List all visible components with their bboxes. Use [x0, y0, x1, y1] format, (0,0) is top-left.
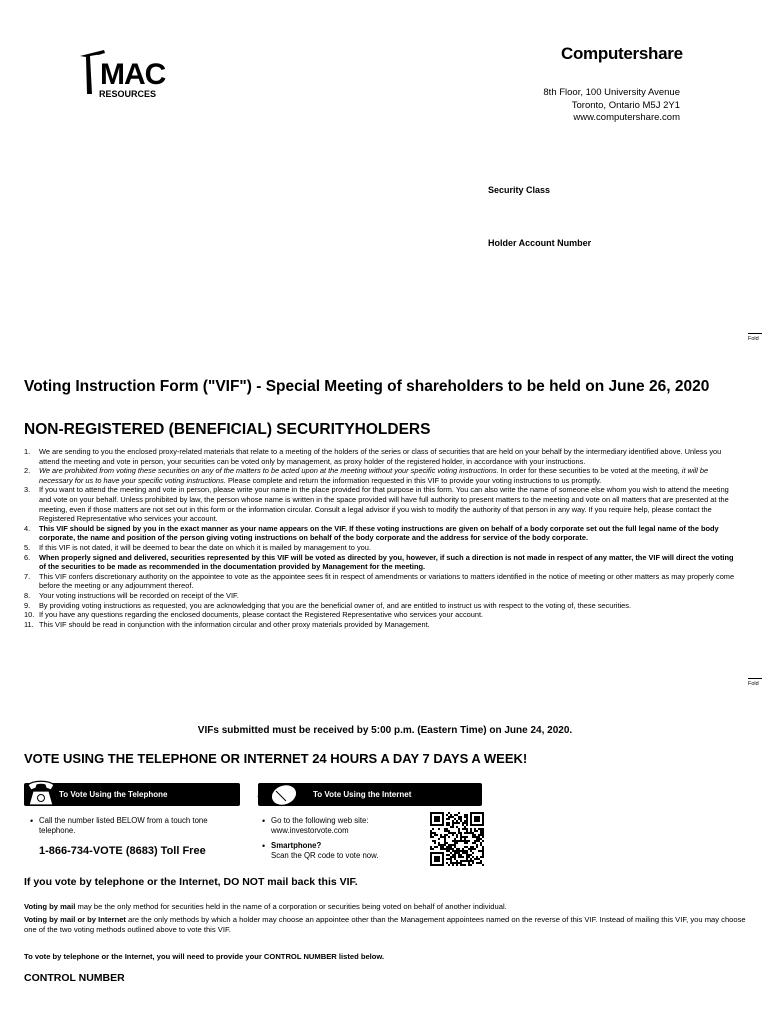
fold-label: Fold: [748, 336, 759, 342]
mouse-icon: [256, 779, 300, 809]
address-line: Toronto, Ontario M5J 2Y1: [571, 99, 680, 111]
list-item: 10. If you have any questions regarding the enclosed documents, please contact the Registered Representative who services your account.: [24, 610, 484, 620]
list-item: 8. Your voting instructions will be recorded on receipt of the VIF.: [24, 590, 239, 600]
list-item: 3. If you want to attend the meeting and vote in person, please write your name in the place provided for that purpose in this form. You can also write the name of someone else whom you wish to attend the meeting and vote on your behalf. Unless prohibited by law, the person whose name is written in the space provided will have full authority to present matters to the meeting and vote on all matters that are presented at the meeting, even if those matters are not set out in this form or the information circular. Consult a legal advisor if you wish to modify the authority of that person in any way. If you require help, please contact the Registered Representative who services your account.: [24, 485, 729, 524]
address-line: 8th Floor, 100 University Avenue: [543, 87, 680, 98]
list-item: 7. This VIF confers discretionary authority on the appointee to vote as the appointee sees fit in respect of amendments or variations to matters identified in the notice of meeting or other matters as may properly come before the meeting or any adjournment thereof.: [24, 571, 735, 591]
telephone-bullet: • Call the number listed BELOW from a touch tone telephone.: [30, 816, 208, 835]
mail-note-2: Voting by mail or by Internet are the only methods by which a holder may choose an appointee other than the Management appointees named on the reverse of this VIF. Instead of mailing this VIF, you may choose one of the two voting methods outlined above to vote this VIF.: [24, 915, 746, 935]
list-item: 6. When properly signed and delivered, securities represented by this VIF will be voted as directed by you, however, if such a direction is not made in respect of any matter, the VIF will direct the voting of the securities to be made as recommended in the documentation provided by Management for the meeting.: [24, 552, 734, 572]
telephone-band-label: To Vote Using the Telephone: [59, 790, 168, 799]
fold-mark: [748, 678, 762, 687]
internet-bullet: • Go to the following web site: www.investorvote.com: [262, 816, 369, 835]
deadline-notice: VIFs submitted must be received by 5:00 p.m. (Eastern Time) on June 24, 2020.: [197, 725, 573, 736]
security-class-label: Security Class: [488, 185, 551, 195]
fold-mark: [748, 333, 762, 342]
list-item: 11. This VIF should be read in conjunction with the information circular and other proxy materials provided by Management.: [24, 619, 430, 629]
smartphone-bullet: • Smartphone? Scan the QR code to vote now.: [262, 841, 379, 860]
agent-address: [543, 87, 680, 125]
form-subtitle: NON-REGISTERED (BENEFICIAL) SECURITYHOLDERS: [24, 421, 431, 438]
do-not-mail-notice: If you vote by telephone or the Internet, DO NOT mail back this VIF.: [24, 876, 358, 888]
mac-logo-text: MAC: [100, 58, 166, 91]
holder-account-label: Holder Account Number: [488, 238, 592, 248]
internet-band-label: To Vote Using the Internet: [313, 790, 412, 799]
control-number-label: CONTROL NUMBER: [24, 972, 125, 984]
fold-label: Fold: [748, 681, 759, 687]
list-item: 5. If this VIF is not dated, it will be deemed to bear the date on which it is mailed by management to you.: [24, 542, 371, 552]
list-item: 2. We are prohibited from voting these securities on any of the matters to be acted upon at the meeting without your specific voting instructions. In order for these securities to be voted at the meeting, it will be necessary for us to have your specific voting instructions. Please complete and return the information requested in this VIF to provide your voting instructions to us promptly.: [24, 466, 709, 485]
computershare-logo: Computershare: [561, 44, 683, 63]
list-item: 1. We are sending to you the enclosed proxy-related materials that relate to a meeting of the holders of the series or class of securities that are held on your behalf by the intermediary identified above. Unless you attend the meeting and vote in person, your securities can be voted only by management, as proxy holder of the registered holder, in accordance with your instructions.: [24, 447, 722, 466]
mail-note-1: Voting by mail may be the only method for securities held in the name of a corporation or securities being voted on behalf of another individual.: [24, 902, 507, 911]
list-item: 9. By providing voting instructions as requested, you are acknowledging that you are the beneficial owner of, and are entitled to instruct us with respect to the voting of, these securities.: [24, 600, 631, 610]
vote-heading: VOTE USING THE TELEPHONE OR INTERNET 24 HOURS A DAY 7 DAYS A WEEK!: [24, 751, 528, 766]
qr-code[interactable]: [430, 812, 484, 866]
form-title: Voting Instruction Form ("VIF") - Special Meeting of shareholders to be held on June 26, 2020: [24, 378, 710, 395]
toll-free-number[interactable]: 1-866-734-VOTE (8683) Toll Free: [39, 845, 206, 857]
control-number-note: To vote by telephone or the Internet, you will need to provide your CONTROL NUMBER listed below.: [24, 952, 385, 961]
mac-logo-subtext: RESOURCES: [99, 89, 157, 99]
address-line: www.computershare.com: [573, 112, 680, 123]
instruction-list: [24, 447, 740, 629]
list-item: 4. This VIF should be signed by you in the exact manner as your name appears on the VIF. If these voting instructions are given on behalf of a body corporate set out the full legal name of the body corporate, the name and position of the person giving voting instructions on behalf of the body corporate and the address for service of the body corporate.: [24, 523, 719, 543]
investorvote-link[interactable]: www.investorvote.com: [271, 826, 349, 835]
telephone-icon: [24, 779, 58, 809]
